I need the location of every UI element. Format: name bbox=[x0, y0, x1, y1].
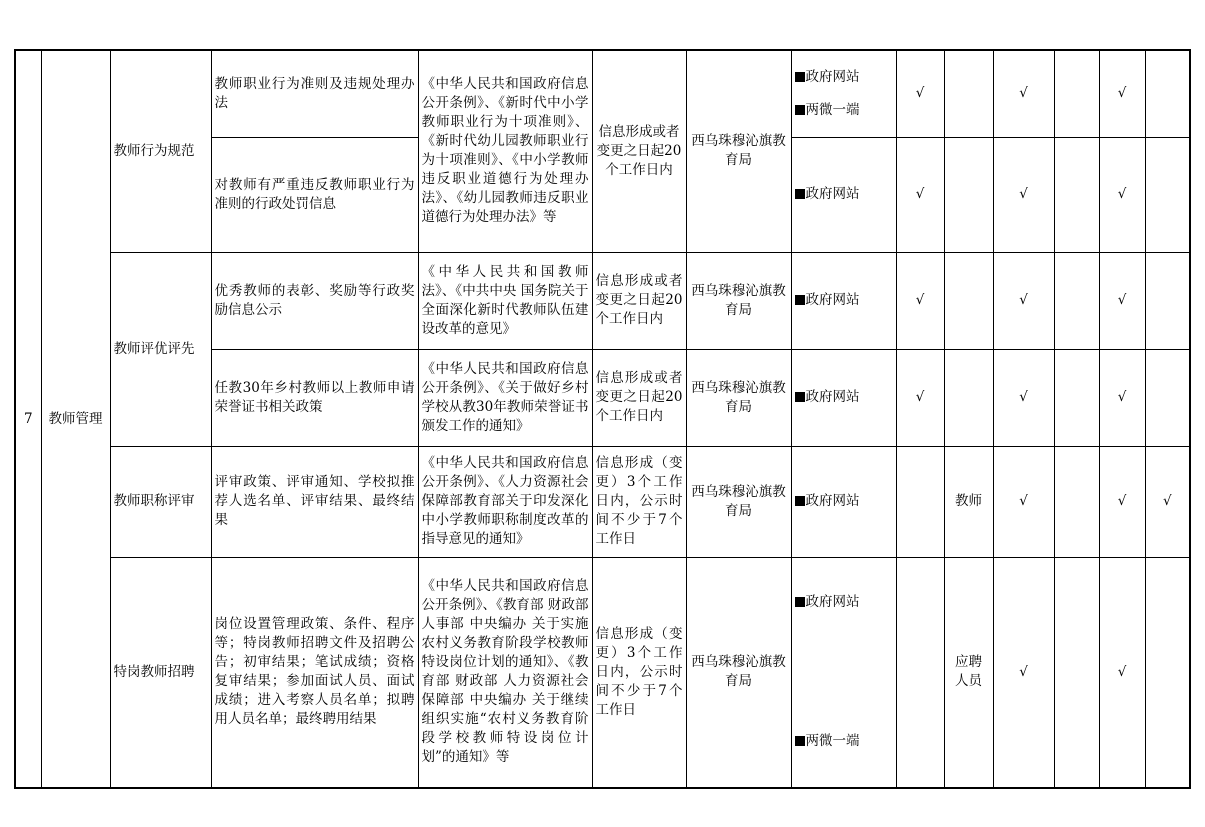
empty-cell bbox=[1054, 349, 1099, 446]
empty-cell bbox=[1145, 50, 1190, 137]
basis-cell: 《中华人民共和国政府信息公开条例》、《人力资源社会保障部教育部关于印发深化中小学教师职称制度改革的指导意见的通知》 bbox=[418, 446, 592, 557]
item-cell: 评审政策、评审通知、学校拟推荐人选名单、评审结果、最终结果 bbox=[211, 446, 418, 557]
scope-cell: 应聘人员 bbox=[944, 557, 993, 788]
empty-cell bbox=[896, 557, 944, 788]
scope-cell bbox=[944, 349, 993, 446]
channel-cell bbox=[791, 349, 896, 446]
time-cell: 信息形成或者变更之日起20个工作日内 bbox=[592, 50, 686, 252]
time-cell: 信息形成或者变更之日起20个工作日内 bbox=[592, 349, 686, 446]
scope-cell bbox=[944, 50, 993, 137]
channel-cell bbox=[791, 557, 896, 788]
check-mark: √ bbox=[993, 557, 1054, 788]
filled-square-icon bbox=[795, 189, 805, 199]
channel-gov-site: 政府网站 bbox=[795, 185, 893, 204]
check-mark: √ bbox=[896, 349, 944, 446]
seq-cell: 7 bbox=[15, 50, 41, 788]
subject-cell: 西乌珠穆沁旗教育局 bbox=[686, 50, 791, 252]
filled-square-icon bbox=[795, 496, 805, 506]
channel-gov-site: 政府网站 bbox=[795, 291, 893, 310]
filled-square-icon bbox=[795, 295, 805, 305]
check-mark: √ bbox=[1099, 252, 1145, 349]
disclosure-table bbox=[14, 49, 1191, 789]
filled-square-icon bbox=[795, 72, 805, 82]
time-cell: 信息形成（变更）3个工作日内，公示时间不少于7个工作日 bbox=[592, 446, 686, 557]
basis-cell: 《中华人民共和国政府信息公开条例》、《新时代中小学教师职业行为十项准则》、《新时代幼儿园教师职业行为十项准则》、《中小学教师违反职业道德行为处理办法》、《幼儿园教师违反职业道德行为处理办法》等 bbox=[418, 50, 592, 252]
scope-cell bbox=[944, 137, 993, 252]
empty-cell bbox=[1145, 252, 1190, 349]
check-mark: √ bbox=[896, 137, 944, 252]
subject-cell: 西乌珠穆沁旗教育局 bbox=[686, 557, 791, 788]
check-mark: √ bbox=[993, 252, 1054, 349]
table-row bbox=[15, 446, 1190, 557]
channel-cell bbox=[791, 137, 896, 252]
filled-square-icon bbox=[795, 597, 805, 607]
channel-gov-site: 政府网站 bbox=[795, 68, 893, 87]
channel-cell bbox=[791, 252, 896, 349]
empty-cell bbox=[1054, 252, 1099, 349]
channel-two-wei: 两微一端 bbox=[795, 732, 893, 751]
table-row bbox=[15, 50, 1190, 137]
empty-cell bbox=[1054, 137, 1099, 252]
filled-square-icon bbox=[795, 105, 805, 115]
subcategory-cell: 特岗教师招聘 bbox=[110, 557, 211, 788]
empty-cell bbox=[1145, 349, 1190, 446]
empty-cell bbox=[1054, 557, 1099, 788]
channel-gov-site: 政府网站 bbox=[795, 492, 893, 511]
check-mark: √ bbox=[1145, 446, 1190, 557]
item-cell: 对教师有严重违反教师职业行为准则的行政处罚信息 bbox=[211, 137, 418, 252]
empty-cell bbox=[1145, 137, 1190, 252]
check-mark: √ bbox=[896, 252, 944, 349]
empty-cell bbox=[1145, 557, 1190, 788]
check-mark: √ bbox=[993, 349, 1054, 446]
scope-cell: 教师 bbox=[944, 446, 993, 557]
item-cell: 任教30年乡村教师以上教师申请荣誉证书相关政策 bbox=[211, 349, 418, 446]
check-mark: √ bbox=[1099, 446, 1145, 557]
item-cell: 优秀教师的表彰、奖励等行政奖励信息公示 bbox=[211, 252, 418, 349]
basis-cell: 《中华人民共和国教师法》、《中共中央 国务院关于全面深化新时代教师队伍建设改革的意见》 bbox=[418, 252, 592, 349]
subcategory-cell: 教师职称评审 bbox=[110, 446, 211, 557]
table-row bbox=[15, 557, 1190, 788]
channel-gov-site: 政府网站 bbox=[795, 593, 893, 612]
time-cell: 信息形成（变更）3个工作日内，公示时间不少于7个工作日 bbox=[592, 557, 686, 788]
item-cell: 教师职业行为准则及违规处理办法 bbox=[211, 50, 418, 137]
filled-square-icon bbox=[795, 736, 805, 746]
check-mark: √ bbox=[1099, 50, 1145, 137]
check-mark: √ bbox=[993, 50, 1054, 137]
check-mark: √ bbox=[993, 137, 1054, 252]
filled-square-icon bbox=[795, 392, 805, 402]
check-mark: √ bbox=[1099, 349, 1145, 446]
basis-cell: 《中华人民共和国政府信息公开条例》、《教育部 财政部 人事部 中央编办 关于实施农村义务教育阶段学校教师特设岗位计划的通知》、《教育部 财政部 人力资源社会保障部 中央编办 关于继续组织实施“农村义务教育阶段学校教师特设岗位计划”的通知》等 bbox=[418, 557, 592, 788]
channel-cell bbox=[791, 50, 896, 137]
check-mark: √ bbox=[993, 446, 1054, 557]
channel-cell bbox=[791, 446, 896, 557]
subject-cell: 西乌珠穆沁旗教育局 bbox=[686, 446, 791, 557]
check-mark: √ bbox=[1099, 557, 1145, 788]
category-cell: 教师管理 bbox=[41, 50, 110, 788]
channel-two-wei: 两微一端 bbox=[795, 101, 893, 120]
empty-cell bbox=[896, 446, 944, 557]
basis-cell: 《中华人民共和国政府信息公开条例》、《关于做好乡村学校从教30年教师荣誉证书颁发工作的通知》 bbox=[418, 349, 592, 446]
subject-cell: 西乌珠穆沁旗教育局 bbox=[686, 252, 791, 349]
scope-cell bbox=[944, 252, 993, 349]
table-row bbox=[15, 252, 1190, 349]
item-cell: 岗位设置管理政策、条件、程序等；特岗教师招聘文件及招聘公告；初审结果；笔试成绩；资格复审结果；参加面试人员、面试成绩；进入考察人员名单；拟聘用人员名单；最终聘用结果 bbox=[211, 557, 418, 788]
empty-cell bbox=[1054, 50, 1099, 137]
subcategory-cell: 教师行为规范 bbox=[110, 50, 211, 252]
check-mark: √ bbox=[896, 50, 944, 137]
subcategory-cell: 教师评优评先 bbox=[110, 252, 211, 446]
empty-cell bbox=[1054, 446, 1099, 557]
channel-gov-site: 政府网站 bbox=[795, 388, 893, 407]
subject-cell: 西乌珠穆沁旗教育局 bbox=[686, 349, 791, 446]
check-mark: √ bbox=[1099, 137, 1145, 252]
time-cell: 信息形成或者变更之日起20个工作日内 bbox=[592, 252, 686, 349]
